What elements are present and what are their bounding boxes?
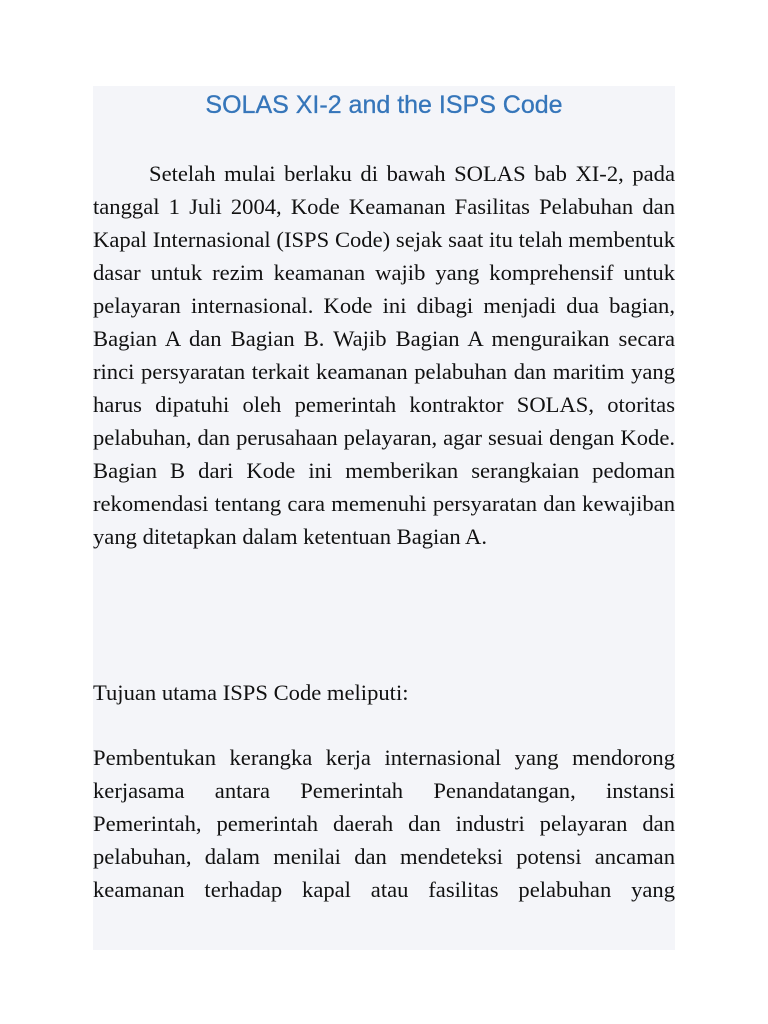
paragraph-intro: Setelah mulai berlaku di bawah SOLAS bab XI-2, pada tanggal 1 Juli 2004, Kode Keamanan Fasilitas Pelabuhan dan Kapal Internasional (ISPS Code) sejak saat itu telah membentuk dasar untuk rezim keamanan wajib yang komprehensif untuk pelayaran internasional. Kode ini dibagi menjadi dua bagian, Bagian A dan Bagian B. Wajib Bagian A menguraikan secara rinci persyaratan terkait keamanan pelabuhan dan maritim yang harus dipatuhi oleh pemerintah kontraktor SOLAS, otoritas pelabuhan, dan perusahaan pelayaran, agar sesuai dengan Kode. Bagian B dari Kode ini memberikan serangkaian pedoman rekomendasi tentang cara memenuhi persyaratan dan kewajiban yang ditetapkan dalam ketentuan Bagian A. xyxy=(93,161,675,549)
paragraph-objective-1: Pembentukan kerangka kerja internasional yang mendorong kerjasama antara Pemerintah Penandatangan, instansi Pemerintah, pemerintah daerah dan industri pelayaran dan pelabuhan, dalam menilai dan mendeteksi potensi ancaman keamanan terhadap kapal atau fasilitas pelabuhan yang xyxy=(93,745,675,902)
paragraph-objectives-heading: Tujuan utama ISPS Code meliputi: xyxy=(93,680,409,705)
document-title: SOLAS XI-2 and the ISPS Code xyxy=(205,91,563,119)
